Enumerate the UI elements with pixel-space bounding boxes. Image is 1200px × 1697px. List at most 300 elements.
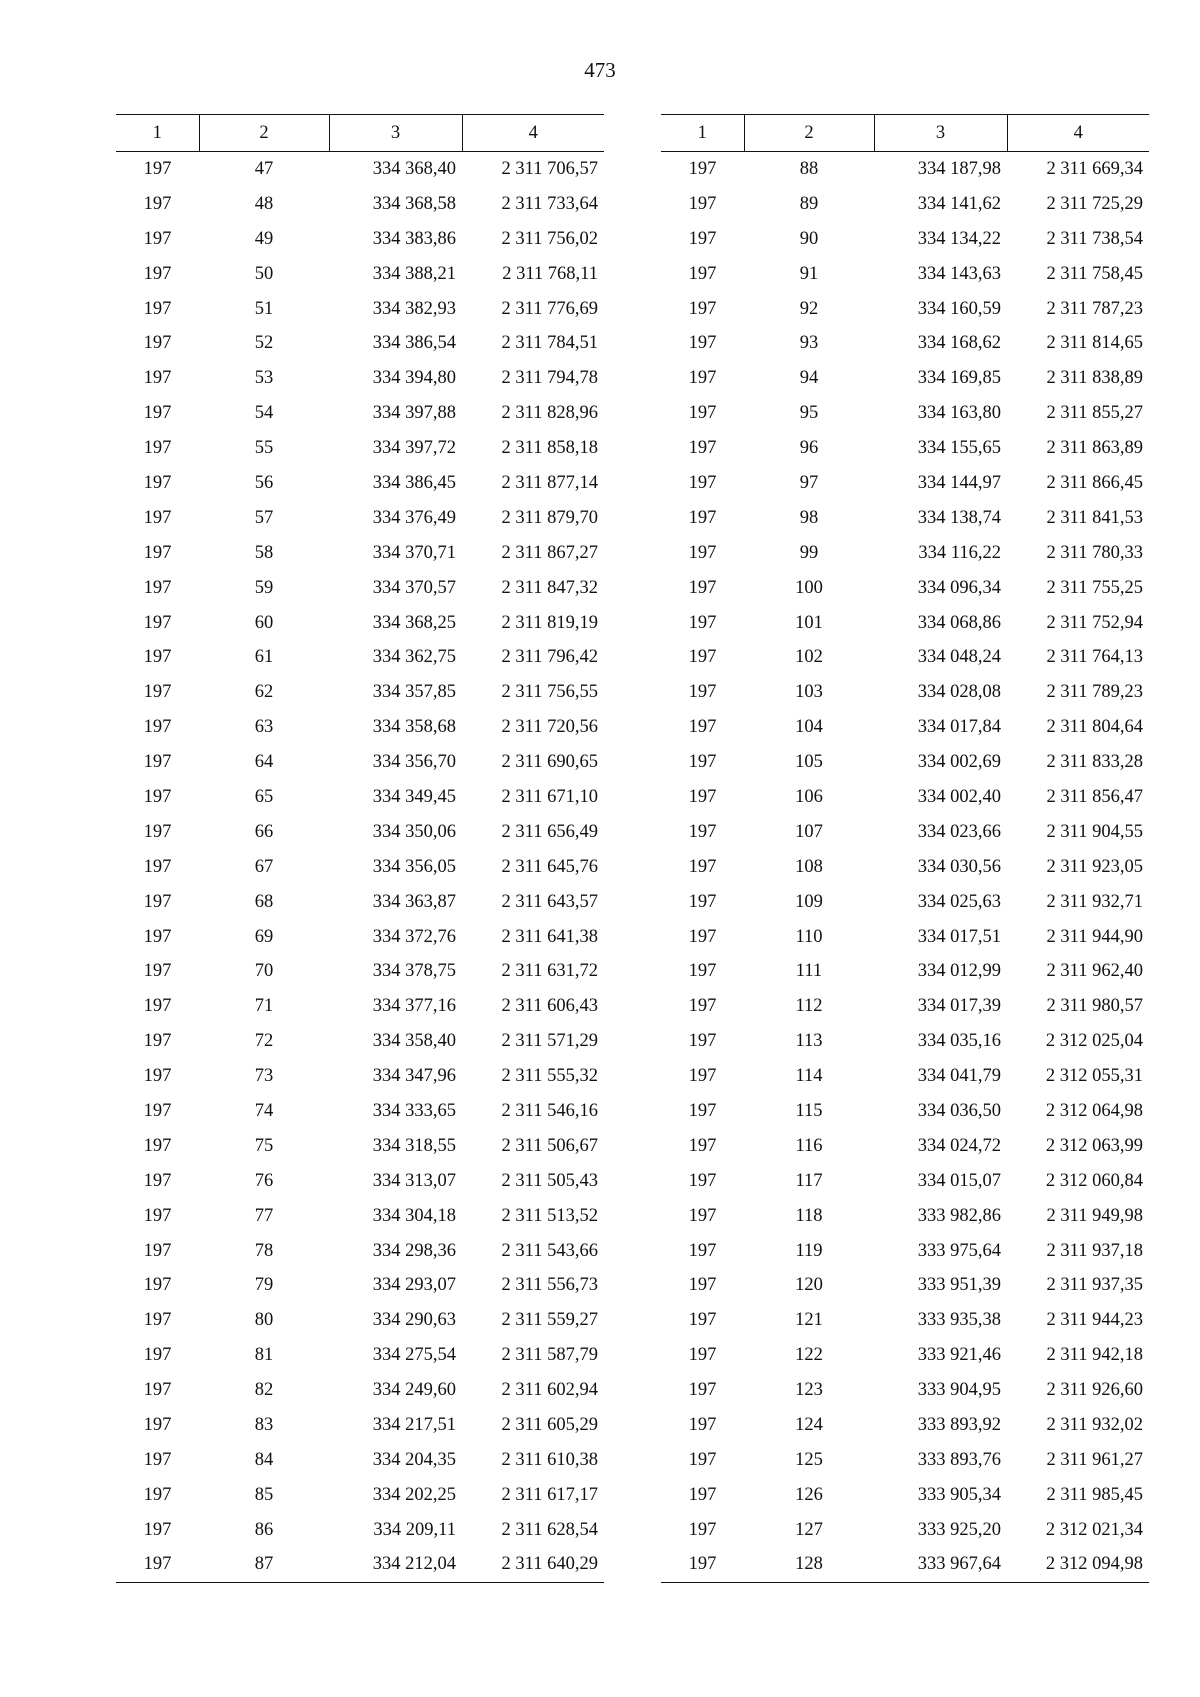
cell-y: 2 311 733,64 (501, 193, 598, 214)
table-row (661, 570, 1149, 605)
cell-x: 334 349,45 (372, 786, 456, 807)
cell-quarter: 197 (143, 333, 172, 354)
cell-y: 2 311 841,53 (1046, 507, 1143, 528)
cell-y: 2 311 847,32 (501, 577, 598, 598)
cell-point: 78 (254, 1240, 274, 1261)
table-row (116, 186, 604, 221)
cell-x: 334 333,65 (372, 1100, 456, 1121)
table-row (661, 1303, 1149, 1338)
cell-quarter: 197 (688, 647, 717, 668)
cell-quarter: 197 (143, 1519, 172, 1540)
cell-y: 2 311 838,89 (1046, 368, 1143, 389)
cell-point: 113 (795, 1031, 823, 1052)
table-row (116, 710, 604, 745)
table-row (661, 745, 1149, 780)
cell-quarter: 197 (688, 1449, 717, 1470)
cell-y: 2 311 923,05 (1046, 856, 1143, 877)
table-row (116, 780, 604, 815)
cell-quarter: 197 (688, 542, 717, 563)
table-row (116, 500, 604, 535)
cell-quarter: 197 (143, 1031, 172, 1052)
cell-y: 2 311 944,90 (1046, 926, 1143, 947)
cell-y: 2 311 856,47 (1046, 786, 1143, 807)
cell-point: 109 (795, 891, 823, 912)
cell-x: 333 893,76 (917, 1449, 1001, 1470)
cell-x: 334 356,70 (372, 752, 456, 773)
cell-quarter: 197 (143, 752, 172, 773)
cell-point: 63 (254, 717, 274, 738)
cell-point: 57 (254, 507, 274, 528)
cell-quarter: 197 (688, 159, 717, 180)
cell-x: 334 388,21 (372, 263, 456, 284)
cell-y: 2 311 546,16 (501, 1100, 598, 1121)
cell-y: 2 311 828,96 (501, 403, 598, 424)
cell-point: 65 (254, 786, 274, 807)
cell-point: 56 (254, 472, 274, 493)
cell-point: 127 (795, 1519, 823, 1540)
cell-x: 334 358,40 (372, 1031, 456, 1052)
cell-y: 2 311 605,29 (501, 1415, 598, 1435)
cell-y: 2 311 571,29 (501, 1031, 598, 1052)
cell-y: 2 311 641,38 (501, 926, 598, 947)
cell-quarter: 197 (143, 438, 172, 459)
cell-quarter: 197 (688, 926, 717, 947)
cell-point: 53 (254, 368, 274, 389)
cell-point: 91 (799, 263, 819, 284)
cell-point: 70 (254, 961, 274, 982)
table-row (661, 1094, 1149, 1129)
table-row (661, 989, 1149, 1024)
cell-y: 2 311 764,13 (1046, 647, 1143, 668)
table-row (661, 1198, 1149, 1233)
cell-y: 2 311 776,69 (501, 298, 598, 319)
cell-point: 55 (254, 438, 274, 459)
cell-y: 2 312 060,84 (1045, 1170, 1143, 1191)
cell-quarter: 197 (116, 1547, 199, 1582)
cell-y: 2 311 879,70 (501, 507, 598, 528)
table-row (116, 466, 604, 501)
cell-x: 334 012,99 (917, 961, 1001, 982)
cell-x: 333 921,46 (917, 1345, 1001, 1366)
cell-y: 2 311 628,54 (501, 1519, 598, 1540)
cell-y: 2 311 706,57 (501, 159, 598, 180)
table-row (661, 1338, 1149, 1373)
cell-quarter: 197 (688, 438, 717, 459)
table-row (661, 1233, 1149, 1268)
cell-x: 334 017,84 (917, 717, 1001, 738)
cell-x: 334 217,51 (372, 1415, 456, 1435)
cell-point: 110 (795, 926, 823, 947)
cell-quarter: 197 (143, 1415, 172, 1435)
cell-point: 83 (254, 1415, 274, 1435)
cell-point: 80 (254, 1310, 274, 1331)
cell-quarter: 197 (688, 891, 717, 912)
cell-quarter: 197 (143, 926, 172, 947)
cell-y: 2 311 758,45 (1046, 263, 1143, 284)
cell-quarter: 197 (688, 298, 717, 319)
cell-x: 334 386,45 (372, 472, 456, 493)
table-row (116, 1373, 604, 1408)
cell-y: 2 311 867,27 (501, 542, 598, 563)
table-row (116, 570, 604, 605)
cell-y: 2 311 631,72 (501, 961, 598, 982)
table-row (116, 1303, 604, 1338)
cell-x: 334 187,98 (917, 159, 1001, 180)
cell-point: 101 (795, 612, 823, 633)
table-row (116, 291, 604, 326)
cell-point: 66 (254, 821, 274, 842)
cell-quarter: 197 (688, 1240, 717, 1261)
cell-quarter: 197 (688, 403, 717, 424)
cell-point: 61 (254, 647, 274, 668)
cell-y: 2 311 506,67 (501, 1135, 598, 1156)
table-row (661, 605, 1149, 640)
cell-x: 334 397,72 (372, 438, 456, 459)
cell-quarter: 197 (143, 193, 172, 214)
cell-point: 128 (744, 1547, 874, 1582)
cell-quarter: 197 (143, 577, 172, 598)
cell-x: 334 368,25 (372, 612, 456, 633)
cell-y: 2 311 833,28 (1046, 752, 1143, 773)
cell-y: 2 311 606,43 (501, 996, 598, 1017)
cell-point: 112 (795, 996, 823, 1017)
cell-point: 115 (795, 1100, 823, 1121)
cell-point: 77 (254, 1205, 274, 1226)
table-row (116, 221, 604, 256)
table-row (116, 1512, 604, 1547)
cell-quarter: 197 (688, 1066, 717, 1087)
table-row (116, 256, 604, 291)
cell-x: 334 377,16 (372, 996, 456, 1017)
cell-point: 68 (254, 891, 274, 912)
cell-point: 52 (254, 333, 274, 354)
table-row (116, 1338, 604, 1373)
cell-y: 2 311 602,94 (501, 1380, 598, 1401)
cell-point: 59 (254, 577, 274, 598)
table-row (661, 1163, 1149, 1198)
cell-x: 334 163,80 (917, 403, 1001, 424)
cell-x: 334 035,16 (917, 1031, 1001, 1052)
cell-y: 2 311 556,73 (501, 1275, 598, 1296)
coordinates-table-right (661, 114, 1149, 1583)
cell-quarter: 197 (143, 1449, 172, 1470)
table-row (661, 1512, 1149, 1547)
cell-quarter: 197 (688, 1380, 717, 1401)
cell-y: 2 311 690,65 (501, 752, 598, 773)
table-row (661, 710, 1149, 745)
cell-x: 334 212,04 (329, 1547, 462, 1582)
table-row (116, 1442, 604, 1477)
cell-y: 2 311 985,45 (1046, 1484, 1143, 1505)
table-header-row (661, 115, 1149, 152)
cell-point: 107 (795, 821, 823, 842)
cell-point: 105 (795, 752, 823, 773)
cell-quarter: 197 (143, 961, 172, 982)
cell-x: 334 350,06 (372, 821, 456, 842)
table-row (661, 500, 1149, 535)
cell-point: 50 (254, 263, 274, 284)
cell-y: 2 311 669,34 (1046, 159, 1143, 180)
cell-x: 334 363,87 (372, 891, 456, 912)
table-row (116, 1408, 604, 1443)
cell-quarter: 197 (688, 228, 717, 249)
cell-quarter: 197 (143, 1310, 172, 1331)
cell-y: 2 311 768,11 (502, 263, 598, 284)
table-row (116, 1198, 604, 1233)
cell-point: 84 (254, 1449, 274, 1470)
cell-x: 334 370,57 (372, 577, 456, 598)
cell-point: 79 (254, 1275, 274, 1296)
cell-quarter: 197 (143, 647, 172, 668)
cell-y: 2 311 944,23 (1046, 1310, 1143, 1331)
table-row (661, 326, 1149, 361)
cell-point: 92 (799, 298, 819, 319)
cell-point: 122 (795, 1345, 823, 1366)
column-header-x: 3 (329, 115, 462, 152)
cell-quarter: 197 (688, 472, 717, 493)
cell-quarter: 197 (688, 682, 717, 703)
cell-quarter: 197 (688, 368, 717, 389)
cell-x: 334 372,76 (372, 926, 456, 947)
cell-y: 2 311 725,29 (1046, 193, 1143, 214)
cell-y: 2 311 656,49 (501, 821, 598, 842)
table-row (661, 256, 1149, 291)
cell-point: 74 (254, 1100, 274, 1121)
cell-point: 117 (795, 1170, 823, 1191)
cell-x: 334 275,54 (372, 1345, 456, 1366)
cell-x: 333 893,92 (917, 1415, 1001, 1435)
cell-x: 333 905,34 (917, 1484, 1001, 1505)
cell-x: 334 209,11 (373, 1519, 456, 1540)
cell-x: 334 382,93 (372, 298, 456, 319)
cell-quarter: 197 (143, 1066, 172, 1087)
cell-x: 334 376,49 (372, 507, 456, 528)
cell-quarter: 197 (688, 1415, 717, 1435)
cell-y: 2 311 819,19 (501, 612, 598, 633)
table-row (116, 954, 604, 989)
table-row (661, 1547, 1149, 1582)
table-row (661, 535, 1149, 570)
cell-quarter: 197 (143, 298, 172, 319)
cell-point: 86 (254, 1519, 274, 1540)
cell-y: 2 311 720,56 (501, 717, 598, 738)
table-row (661, 186, 1149, 221)
cell-x: 333 967,64 (874, 1547, 1007, 1582)
column-header-point: 2 (744, 115, 874, 152)
cell-quarter: 197 (688, 1345, 717, 1366)
table-row (661, 431, 1149, 466)
cell-quarter: 197 (143, 507, 172, 528)
cell-x: 334 002,40 (917, 786, 1001, 807)
table-row (116, 745, 604, 780)
cell-y: 2 311 610,38 (501, 1449, 598, 1470)
cell-y: 2 311 804,64 (1046, 717, 1143, 738)
cell-point: 81 (254, 1345, 274, 1366)
cell-point: 48 (254, 193, 274, 214)
cell-x: 334 160,59 (917, 298, 1001, 319)
table-row (661, 396, 1149, 431)
cell-point: 82 (254, 1380, 274, 1401)
cell-quarter: 197 (688, 1275, 717, 1296)
table-row (661, 291, 1149, 326)
table-row (116, 1059, 604, 1094)
table-row (661, 1268, 1149, 1303)
cell-x: 334 168,62 (917, 333, 1001, 354)
cell-point: 126 (795, 1484, 823, 1505)
cell-point: 102 (795, 647, 823, 668)
cell-x: 334 134,22 (917, 228, 1001, 249)
cell-y: 2 311 937,35 (1046, 1275, 1143, 1296)
cell-x: 334 068,86 (917, 612, 1001, 633)
cell-x: 334 397,88 (372, 403, 456, 424)
cell-point: 62 (254, 682, 274, 703)
cell-quarter: 197 (143, 717, 172, 738)
cell-x: 334 002,69 (917, 752, 1001, 773)
table-header-row (116, 115, 604, 152)
cell-y: 2 311 738,54 (1046, 228, 1143, 249)
table-row (661, 1024, 1149, 1059)
cell-x: 334 383,86 (372, 228, 456, 249)
cell-x: 334 368,58 (372, 193, 456, 214)
table-row (116, 326, 604, 361)
cell-x: 334 362,75 (372, 647, 456, 668)
cell-x: 334 155,65 (917, 438, 1001, 459)
cell-y: 2 311 796,42 (501, 647, 598, 668)
cell-quarter: 197 (688, 1031, 717, 1052)
cell-point: 85 (254, 1484, 274, 1505)
cell-x: 334 041,79 (917, 1066, 1001, 1087)
cell-quarter: 197 (143, 682, 172, 703)
coordinates-table-left (116, 114, 604, 1583)
table-row (116, 989, 604, 1024)
cell-x: 334 304,18 (372, 1205, 456, 1226)
cell-quarter: 197 (143, 368, 172, 389)
cell-quarter: 197 (143, 1100, 172, 1121)
table-row (661, 1373, 1149, 1408)
cell-quarter: 197 (688, 856, 717, 877)
cell-quarter: 197 (688, 1205, 717, 1226)
cell-y: 2 311 505,43 (501, 1170, 598, 1191)
cell-y: 2 311 780,33 (1046, 542, 1143, 563)
cell-x: 334 249,60 (372, 1380, 456, 1401)
cell-x: 333 975,64 (917, 1240, 1001, 1261)
cell-y: 2 312 063,99 (1045, 1135, 1143, 1156)
cell-point: 103 (795, 682, 823, 703)
table-row (116, 431, 604, 466)
table-row (661, 1059, 1149, 1094)
cell-quarter: 197 (143, 228, 172, 249)
cell-y: 2 311 643,57 (501, 891, 598, 912)
cell-point: 60 (254, 612, 274, 633)
cell-x: 334 298,36 (372, 1240, 456, 1261)
table-row (661, 780, 1149, 815)
cell-x: 333 925,20 (917, 1519, 1001, 1540)
cell-y: 2 311 555,32 (501, 1066, 598, 1087)
cell-quarter: 197 (143, 159, 172, 180)
cell-x: 334 358,68 (372, 717, 456, 738)
cell-quarter: 197 (143, 1380, 172, 1401)
cell-quarter: 197 (688, 1100, 717, 1121)
cell-point: 54 (254, 403, 274, 424)
cell-y: 2 311 937,18 (1046, 1240, 1143, 1261)
cell-y: 2 311 787,23 (1046, 298, 1143, 319)
table-row (661, 954, 1149, 989)
cell-y: 2 311 640,29 (462, 1547, 604, 1582)
cell-quarter: 197 (143, 996, 172, 1017)
table-row (661, 1128, 1149, 1163)
cell-x: 334 313,07 (372, 1170, 456, 1191)
cell-quarter: 197 (143, 263, 172, 284)
cell-point: 72 (254, 1031, 274, 1052)
table-row (116, 1233, 604, 1268)
cell-x: 334 138,74 (917, 507, 1001, 528)
cell-quarter: 197 (688, 612, 717, 633)
cell-x: 334 370,71 (372, 542, 456, 563)
cell-point: 121 (795, 1310, 823, 1331)
cell-y: 2 311 855,27 (1046, 403, 1143, 424)
column-header-y: 4 (462, 115, 604, 152)
cell-y: 2 311 962,40 (1046, 961, 1143, 982)
cell-y: 2 311 645,76 (501, 856, 598, 877)
cell-x: 334 356,05 (372, 856, 456, 877)
cell-point: 98 (799, 507, 819, 528)
cell-y: 2 311 756,02 (501, 228, 598, 249)
table-row (116, 1024, 604, 1059)
cell-x: 334 290,63 (372, 1310, 456, 1331)
cell-y: 2 311 863,89 (1046, 438, 1143, 459)
cell-y: 2 311 980,57 (1046, 996, 1143, 1017)
cell-point: 90 (799, 228, 819, 249)
cell-x: 334 169,85 (917, 368, 1001, 389)
cell-y: 2 311 587,79 (501, 1345, 598, 1366)
table-row (661, 1477, 1149, 1512)
table-row (661, 919, 1149, 954)
cell-quarter: 197 (143, 612, 172, 633)
cell-x: 334 048,24 (917, 647, 1001, 668)
table-row (661, 221, 1149, 256)
cell-x: 334 378,75 (372, 961, 456, 982)
cell-quarter: 197 (143, 1240, 172, 1261)
cell-x: 334 204,35 (372, 1449, 456, 1470)
table-row (116, 1094, 604, 1129)
cell-x: 334 028,08 (917, 682, 1001, 703)
cell-point: 69 (254, 926, 274, 947)
table-row (116, 152, 604, 187)
table-row (661, 884, 1149, 919)
cell-y: 2 311 949,98 (1046, 1205, 1143, 1226)
table-row (661, 675, 1149, 710)
cell-x: 333 951,39 (917, 1275, 1001, 1296)
cell-quarter: 197 (688, 1170, 717, 1191)
cell-point: 99 (799, 542, 819, 563)
cell-point: 95 (799, 403, 819, 424)
cell-x: 333 904,95 (917, 1380, 1001, 1401)
table-row (116, 361, 604, 396)
cell-y: 2 311 794,78 (501, 368, 598, 389)
cell-point: 89 (799, 193, 819, 214)
column-header-y: 4 (1007, 115, 1149, 152)
cell-quarter: 197 (143, 891, 172, 912)
cell-y: 2 311 755,25 (1046, 577, 1143, 598)
column-header-quarter: 1 (661, 115, 744, 152)
cell-y: 2 311 926,60 (1046, 1380, 1143, 1401)
cell-point: 49 (254, 228, 274, 249)
cell-quarter: 197 (143, 1170, 172, 1191)
table-row (116, 675, 604, 710)
table-row (116, 535, 604, 570)
cell-point: 94 (799, 368, 819, 389)
cell-x: 334 017,51 (917, 926, 1001, 947)
